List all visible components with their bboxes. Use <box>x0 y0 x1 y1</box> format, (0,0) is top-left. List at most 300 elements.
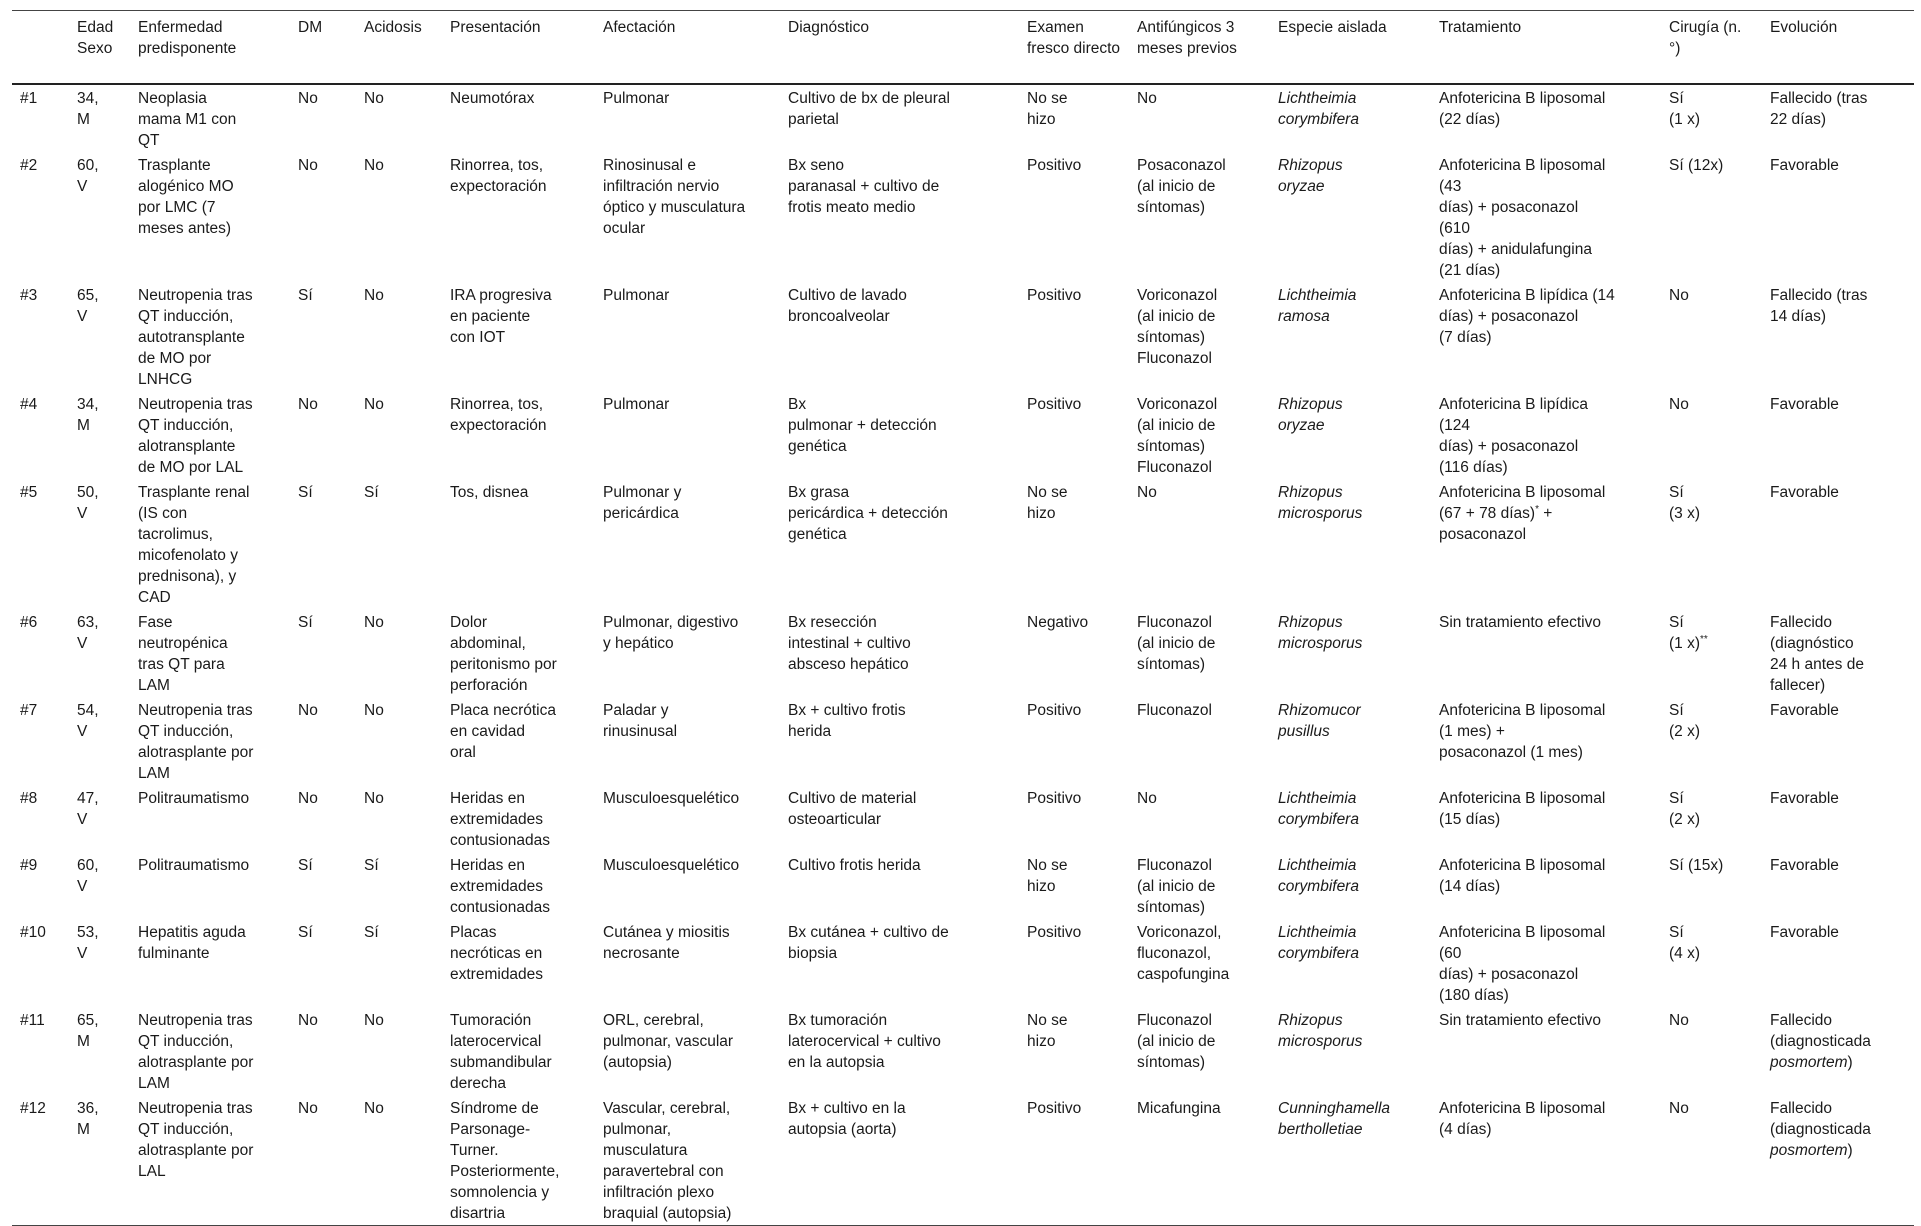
cell-text: Sin tratamiento efectivo <box>1439 1012 1601 1029</box>
cell-tratamiento <box>1431 391 1661 479</box>
cell-text: Heridas en extremidades contusionadas <box>450 857 550 916</box>
cell-acidosis <box>356 152 442 282</box>
cell-antifungicos <box>1129 479 1270 609</box>
cell-afectacion <box>595 609 780 697</box>
cell-text: Cultivo frotis herida <box>788 857 921 874</box>
cell-text: Tos, disnea <box>450 484 529 501</box>
cell-text: Sin tratamiento efectivo <box>1439 614 1601 631</box>
cell-dm <box>290 1095 356 1226</box>
cell-text: No <box>298 90 318 107</box>
cell-text: No se hizo <box>1027 484 1068 522</box>
cell-acidosis <box>356 391 442 479</box>
cell-text: Favorable <box>1770 484 1839 501</box>
cell-text: Sí <box>298 924 313 941</box>
cell-presentacion <box>442 609 595 697</box>
cell-text: Fluconazol (al inicio de síntomas) <box>1137 614 1216 673</box>
cell-text: Sí (15x) <box>1669 857 1724 874</box>
cell-text: No <box>364 90 384 107</box>
cell-antifungicos <box>1129 609 1270 697</box>
column-header: Examen fresco directo <box>1027 19 1121 57</box>
cell-especie <box>1270 697 1431 785</box>
cell-enfermedad <box>130 697 290 785</box>
cell-presentacion <box>442 919 595 1007</box>
cell-edad-sexo <box>69 785 130 852</box>
cell-evolucion <box>1762 282 1914 391</box>
cell-edad-sexo <box>69 282 130 391</box>
cell-dm <box>290 697 356 785</box>
table-row <box>12 697 1914 785</box>
cell-evolucion <box>1762 919 1914 1007</box>
cell-text: Voriconazol (al inicio de síntomas) Fluconazol <box>1137 287 1218 367</box>
cell-text: No <box>364 157 384 174</box>
cell-text: No <box>364 287 384 304</box>
cell-antifungicos <box>1129 919 1270 1007</box>
table-row <box>12 1007 1914 1095</box>
cell-text: No <box>1669 1012 1689 1029</box>
cell-evolucion <box>1762 84 1914 152</box>
cell-text: #2 <box>20 157 38 174</box>
cell-text: Fluconazol (al inicio de síntomas) <box>1137 1012 1216 1071</box>
cell-text: Sí (3 x) <box>1669 484 1700 522</box>
cell-afectacion <box>595 697 780 785</box>
cell-examen <box>1019 479 1129 609</box>
cell-text: Lichtheimia corymbifera <box>1278 857 1359 895</box>
cell-text: Sí (4 x) <box>1669 924 1700 962</box>
cell-text: Favorable <box>1770 790 1839 807</box>
cell-especie <box>1270 391 1431 479</box>
column-header: Especie aislada <box>1278 19 1387 36</box>
cell-diagnostico <box>780 391 1019 479</box>
table-row <box>12 391 1914 479</box>
cell-edad-sexo <box>69 84 130 152</box>
cell-especie <box>1270 919 1431 1007</box>
cell-antifungicos <box>1129 391 1270 479</box>
cell-text: Bx + cultivo frotis herida <box>788 702 906 740</box>
cell-text: #11 <box>20 1012 45 1029</box>
cell-presentacion <box>442 152 595 282</box>
cell-edad-sexo <box>69 919 130 1007</box>
cell-acidosis <box>356 282 442 391</box>
cell-text: Pulmonar <box>603 396 670 413</box>
cell-text: Anfotericina B liposomal (22 días) <box>1439 90 1606 128</box>
cell-text: No se hizo <box>1027 90 1068 128</box>
cell-text: Sí <box>364 924 379 941</box>
cell-evolucion <box>1762 697 1914 785</box>
cell-text: Rhizopus oryzae <box>1278 396 1343 434</box>
cell-dm <box>290 152 356 282</box>
cell-text: Rhizomucor pusillus <box>1278 702 1361 740</box>
cell-afectacion <box>595 785 780 852</box>
cell-text: Cultivo de lavado broncoalveolar <box>788 287 907 325</box>
cell-text: Negativo <box>1027 614 1089 631</box>
cell-text: Favorable <box>1770 702 1839 719</box>
cell-evolucion <box>1762 609 1914 697</box>
cell-text: No <box>1669 396 1689 413</box>
cell-text: #12 <box>20 1100 46 1117</box>
column-header: Presentación <box>450 19 541 36</box>
cell-text: Fluconazol <box>1137 702 1212 719</box>
cell-text: Placa necrótica en cavidad oral <box>450 702 556 761</box>
cell-text-tail: + posaconazol <box>1439 505 1553 543</box>
cell-text: Micafungina <box>1137 1100 1221 1117</box>
cell-edad-sexo <box>69 152 130 282</box>
cell-text: Rhizopus microsporus <box>1278 484 1363 522</box>
cell-text: Sí <box>298 484 313 501</box>
cell-edad-sexo <box>69 391 130 479</box>
cell-text: 54, V <box>77 702 99 740</box>
cell-text: Paladar y rinusinusal <box>603 702 678 740</box>
cell-text: Anfotericina B liposomal (15 días) <box>1439 790 1606 828</box>
cell-id <box>12 479 69 609</box>
cell-edad-sexo <box>69 852 130 919</box>
cell-antifungicos <box>1129 1095 1270 1226</box>
cell-text: Rinorrea, tos, expectoración <box>450 396 547 434</box>
cell-acidosis <box>356 852 442 919</box>
column-header: Enfermedad predisponente <box>138 19 237 57</box>
cell-text: Rinorrea, tos, expectoración <box>450 157 547 195</box>
cell-diagnostico <box>780 919 1019 1007</box>
cell-antifungicos <box>1129 84 1270 152</box>
cell-examen <box>1019 697 1129 785</box>
table-row <box>12 852 1914 919</box>
cell-text: Bx grasa pericárdica + detección genética <box>788 484 948 543</box>
cell-enfermedad <box>130 609 290 697</box>
cell-dm <box>290 84 356 152</box>
cell-afectacion <box>595 1007 780 1095</box>
cell-text: #6 <box>20 614 38 631</box>
cell-text: Lichtheimia ramosa <box>1278 287 1357 325</box>
cell-especie <box>1270 1007 1431 1095</box>
cell-text: #10 <box>20 924 46 941</box>
cell-text: #5 <box>20 484 38 501</box>
cell-evolucion <box>1762 391 1914 479</box>
cell-cirugia <box>1661 84 1762 152</box>
cell-text: 36, M <box>77 1100 99 1138</box>
cell-evolucion <box>1762 152 1914 282</box>
cell-text: #7 <box>20 702 38 719</box>
cell-text: No <box>298 702 318 719</box>
cell-text: Sí <box>298 857 313 874</box>
cell-diagnostico <box>780 697 1019 785</box>
cell-examen <box>1019 1007 1129 1095</box>
cell-evolucion <box>1762 479 1914 609</box>
cell-text: Bx resección intestinal + cultivo absceso hepático <box>788 614 911 673</box>
cell-especie <box>1270 609 1431 697</box>
cell-text: Sí (1 x) <box>1669 614 1700 652</box>
cell-enfermedad <box>130 1095 290 1226</box>
cell-enfermedad <box>130 152 290 282</box>
cell-text: Hepatitis aguda fulminante <box>138 924 246 962</box>
cell-text: Anfotericina B lipídica (14 días) + posaconazol (7 días) <box>1439 287 1615 346</box>
cell-text: Sí (1 x) <box>1669 90 1700 128</box>
cell-text: 34, M <box>77 90 99 128</box>
cell-text: No <box>364 1012 384 1029</box>
cell-dm <box>290 1007 356 1095</box>
cell-tratamiento <box>1431 479 1661 609</box>
table-row <box>12 1095 1914 1226</box>
cell-text: Favorable <box>1770 396 1839 413</box>
cell-id <box>12 697 69 785</box>
cases-table <box>12 10 1914 1226</box>
cell-text: Rhizopus microsporus <box>1278 614 1363 652</box>
cell-text: Cultivo de bx de pleural parietal <box>788 90 950 128</box>
cell-text: Pulmonar, digestivo y hepático <box>603 614 739 652</box>
cell-text: Fallecido (diagnosticada <box>1770 1100 1871 1138</box>
cell-diagnostico <box>780 852 1019 919</box>
cell-text: No <box>298 790 318 807</box>
cell-text: No <box>298 1012 318 1029</box>
column-header: DM <box>298 19 323 36</box>
cell-evolucion <box>1762 1095 1914 1226</box>
cell-antifungicos <box>1129 1007 1270 1095</box>
cell-diagnostico <box>780 785 1019 852</box>
cell-text: No <box>1669 287 1689 304</box>
cell-text: No <box>1137 484 1157 501</box>
cell-enfermedad <box>130 282 290 391</box>
cell-text: Sí <box>298 614 313 631</box>
cell-diagnostico <box>780 152 1019 282</box>
cell-cirugia <box>1661 785 1762 852</box>
cell-cirugia <box>1661 1007 1762 1095</box>
cell-enfermedad <box>130 919 290 1007</box>
cell-especie <box>1270 152 1431 282</box>
cell-text: Dolor abdominal, peritonismo por perforación <box>450 614 557 694</box>
cell-enfermedad <box>130 479 290 609</box>
cell-dm <box>290 479 356 609</box>
cell-examen <box>1019 84 1129 152</box>
column-header: Edad Sexo <box>77 19 114 57</box>
cell-text: 60, V <box>77 857 99 895</box>
cell-text-tail: ) <box>1847 1142 1853 1159</box>
cell-text: No <box>364 396 384 413</box>
cell-text: Positivo <box>1027 396 1082 413</box>
cell-acidosis <box>356 1095 442 1226</box>
cell-afectacion <box>595 852 780 919</box>
cell-dm <box>290 282 356 391</box>
cell-text: Bx cutánea + cultivo de biopsia <box>788 924 949 962</box>
cell-text: Fallecido (tras 22 días) <box>1770 90 1868 128</box>
cell-diagnostico <box>780 282 1019 391</box>
cell-tratamiento <box>1431 282 1661 391</box>
cell-text: #8 <box>20 790 38 807</box>
cell-enfermedad <box>130 1007 290 1095</box>
cell-text: Pulmonar <box>603 287 670 304</box>
cell-antifungicos <box>1129 697 1270 785</box>
cell-text: #4 <box>20 396 38 413</box>
cell-text: Rhizopus oryzae <box>1278 157 1343 195</box>
cell-text: Rinosinusal e infiltración nervio óptico y musculatura ocular <box>603 157 746 237</box>
column-header: Afectación <box>603 19 676 36</box>
cell-evolucion <box>1762 1007 1914 1095</box>
cell-edad-sexo <box>69 479 130 609</box>
cell-acidosis <box>356 785 442 852</box>
cell-cirugia <box>1661 919 1762 1007</box>
cell-text: IRA progresiva en paciente con IOT <box>450 287 552 346</box>
cell-acidosis <box>356 479 442 609</box>
cell-text: Síndrome de Parsonage- Turner. Posteriormente, somnolencia y disartria <box>450 1100 560 1222</box>
cell-examen <box>1019 919 1129 1007</box>
cell-text: Politraumatismo <box>138 857 250 874</box>
cell-text: Lichtheimia corymbifera <box>1278 790 1359 828</box>
cell-text: 65, M <box>77 1012 99 1050</box>
cell-text-tail: ) <box>1847 1054 1853 1071</box>
cell-text: Sí (2 x) <box>1669 702 1700 740</box>
cell-text: Bx seno paranasal + cultivo de frotis meato medio <box>788 157 940 216</box>
cell-dm <box>290 785 356 852</box>
cell-antifungicos <box>1129 852 1270 919</box>
cell-acidosis <box>356 919 442 1007</box>
cell-text: Voriconazol (al inicio de síntomas) Fluconazol <box>1137 396 1218 476</box>
footnote-mark: * <box>1535 503 1539 515</box>
cell-acidosis <box>356 697 442 785</box>
column-header: Antifúngicos 3 meses previos <box>1137 19 1237 57</box>
cell-diagnostico <box>780 479 1019 609</box>
cell-enfermedad <box>130 84 290 152</box>
cell-text: Positivo <box>1027 702 1082 719</box>
cell-text: Favorable <box>1770 157 1839 174</box>
cell-cirugia <box>1661 479 1762 609</box>
cell-text-italic: posmortem <box>1770 1142 1848 1159</box>
footnote-mark: ** <box>1700 633 1708 645</box>
cell-text: Favorable <box>1770 857 1839 874</box>
cell-examen <box>1019 282 1129 391</box>
cell-text: 34, M <box>77 396 99 434</box>
cell-id <box>12 152 69 282</box>
cell-diagnostico <box>780 1007 1019 1095</box>
cell-afectacion <box>595 1095 780 1226</box>
cell-examen <box>1019 609 1129 697</box>
cell-text: Fallecido (tras 14 días) <box>1770 287 1868 325</box>
cell-enfermedad <box>130 391 290 479</box>
cell-text: Rhizopus microsporus <box>1278 1012 1363 1050</box>
cell-evolucion <box>1762 785 1914 852</box>
cell-text: Voriconazol, fluconazol, caspofungina <box>1137 924 1230 983</box>
cell-text: Politraumatismo <box>138 790 250 807</box>
cell-text: 53, V <box>77 924 99 962</box>
cell-text: Pulmonar y pericárdica <box>603 484 682 522</box>
cell-especie <box>1270 84 1431 152</box>
cell-dm <box>290 391 356 479</box>
cell-cirugia <box>1661 391 1762 479</box>
cell-id <box>12 852 69 919</box>
table-row <box>12 919 1914 1007</box>
cell-tratamiento <box>1431 84 1661 152</box>
cell-enfermedad <box>130 785 290 852</box>
cell-text: 63, V <box>77 614 99 652</box>
cell-presentacion <box>442 852 595 919</box>
cell-text: Cutánea y miositis necrosante <box>603 924 730 962</box>
cell-diagnostico <box>780 609 1019 697</box>
cell-text: No <box>364 614 384 631</box>
cell-edad-sexo <box>69 1095 130 1226</box>
cell-afectacion <box>595 391 780 479</box>
table-row <box>12 282 1914 391</box>
cell-text: Cultivo de material osteoarticular <box>788 790 917 828</box>
cell-presentacion <box>442 391 595 479</box>
cell-tratamiento <box>1431 697 1661 785</box>
cell-text: Neutropenia tras QT inducción, alotrasplante por LAM <box>138 1012 254 1092</box>
table-body <box>12 84 1914 1226</box>
cell-text: Favorable <box>1770 924 1839 941</box>
cell-id <box>12 391 69 479</box>
cell-text: #1 <box>20 90 38 107</box>
cell-text: Lichtheimia corymbifera <box>1278 924 1359 962</box>
cell-text: No <box>298 1100 318 1117</box>
column-header: Evolución <box>1770 19 1838 36</box>
cell-cirugia <box>1661 852 1762 919</box>
cell-tratamiento <box>1431 852 1661 919</box>
cell-text: Bx pulmonar + detección genética <box>788 396 937 455</box>
cell-edad-sexo <box>69 697 130 785</box>
cell-afectacion <box>595 919 780 1007</box>
cell-text: Trasplante renal (IS con tacrolimus, micofenolato y prednisona), y CAD <box>138 484 250 606</box>
cell-text: Neutropenia tras QT inducción, alotrasplante por LAL <box>138 1100 254 1180</box>
cell-text: Cunninghamella bertholletiae <box>1278 1100 1391 1138</box>
column-header: Cirugía (n. °) <box>1669 19 1742 57</box>
cell-text: Trasplante alogénico MO por LMC (7 meses antes) <box>138 157 234 237</box>
cell-presentacion <box>442 1095 595 1226</box>
cell-dm <box>290 609 356 697</box>
cell-text: Tumoración laterocervical submandibular derecha <box>450 1012 552 1092</box>
cell-cirugia <box>1661 1095 1762 1226</box>
cell-text: Placas necróticas en extremidades <box>450 924 544 983</box>
cell-text: Positivo <box>1027 924 1082 941</box>
cell-text: Anfotericina B liposomal (67 + 78 días) <box>1439 484 1606 522</box>
cell-especie <box>1270 785 1431 852</box>
cell-text-italic: posmortem <box>1770 1054 1848 1071</box>
cell-acidosis <box>356 1007 442 1095</box>
cell-dm <box>290 919 356 1007</box>
cell-id <box>12 785 69 852</box>
cell-text: Sí <box>298 287 313 304</box>
cell-text: Neutropenia tras QT inducción, alotransplante de MO por LAL <box>138 396 253 476</box>
cell-text: Musculoesquelético <box>603 790 740 807</box>
cell-presentacion <box>442 84 595 152</box>
cell-text: Pulmonar <box>603 90 670 107</box>
table-row <box>12 609 1914 697</box>
cell-id <box>12 919 69 1007</box>
cell-presentacion <box>442 785 595 852</box>
cell-text: Sí (12x) <box>1669 157 1724 174</box>
cell-id <box>12 1095 69 1226</box>
cell-tratamiento <box>1431 1095 1661 1226</box>
cell-tratamiento <box>1431 152 1661 282</box>
cell-afectacion <box>595 282 780 391</box>
cell-presentacion <box>442 697 595 785</box>
table-row <box>12 785 1914 852</box>
cell-text: 50, V <box>77 484 99 522</box>
cell-text: No <box>364 1100 384 1117</box>
cell-text: Anfotericina B liposomal (43 días) + posaconazol (610 días) + anidulafungina (21 días) <box>1439 157 1606 279</box>
cell-text: Musculoesquelético <box>603 857 740 874</box>
cell-text: 65, V <box>77 287 99 325</box>
cell-text: No <box>1669 1100 1689 1117</box>
cell-acidosis <box>356 609 442 697</box>
cell-text: No <box>1137 790 1157 807</box>
cell-text: Heridas en extremidades contusionadas <box>450 790 550 849</box>
cell-cirugia <box>1661 282 1762 391</box>
cell-antifungicos <box>1129 785 1270 852</box>
cell-cirugia <box>1661 697 1762 785</box>
cell-text: Neutropenia tras QT inducción, autotransplante de MO por LNHCG <box>138 287 253 388</box>
cell-text: Neoplasia mama M1 con QT <box>138 90 237 149</box>
cell-presentacion <box>442 1007 595 1095</box>
cell-antifungicos <box>1129 282 1270 391</box>
cell-text: No <box>364 790 384 807</box>
cell-text: Positivo <box>1027 790 1082 807</box>
cell-text: Anfotericina B liposomal (14 días) <box>1439 857 1606 895</box>
cell-text: Vascular, cerebral, pulmonar, musculatura paravertebral con infiltración plexo braquial (autopsia) <box>603 1100 732 1222</box>
